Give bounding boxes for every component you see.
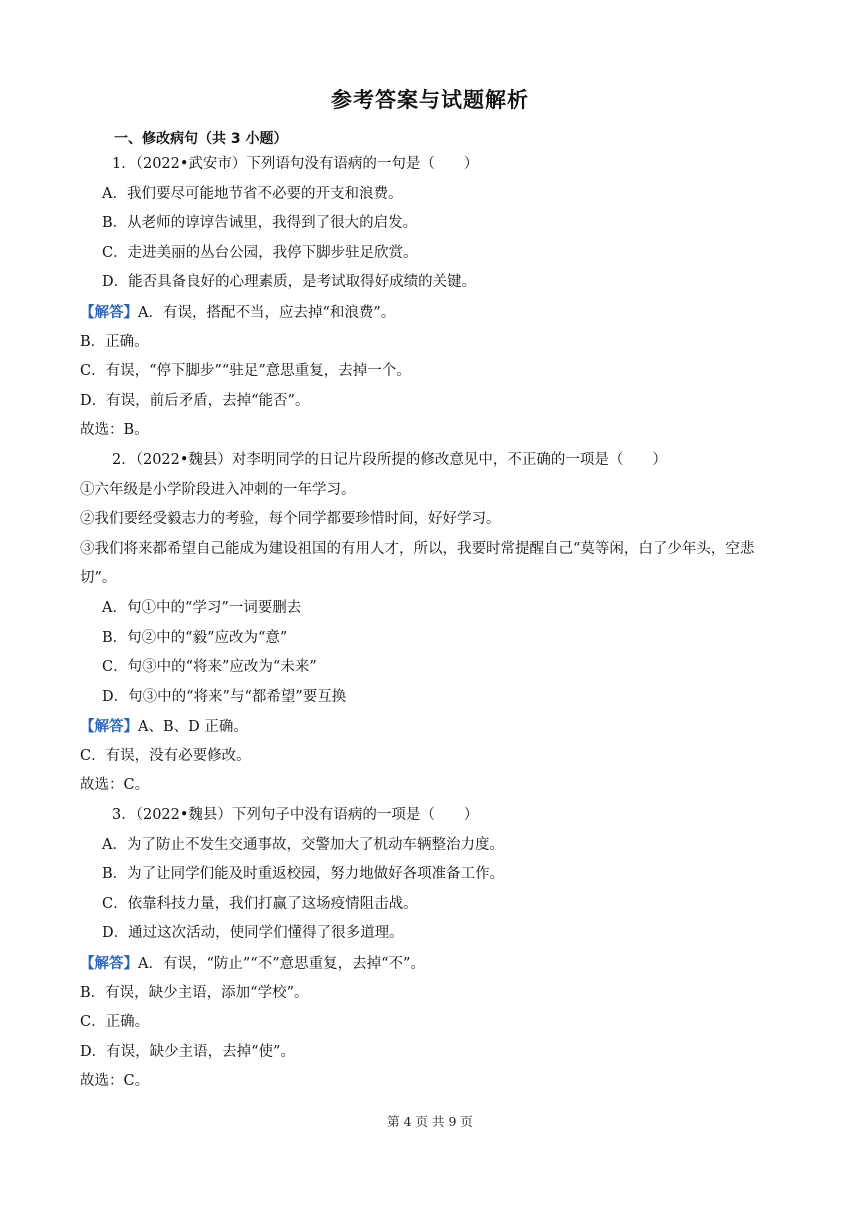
option-a: A．句①中的“学习”一词要删去 (102, 599, 302, 616)
option-d: D．通过这次活动，使同学们懂得了很多道理。 (102, 925, 404, 942)
answer-line (80, 712, 780, 742)
question-3 (80, 801, 780, 1097)
section-heading: 一、修改病句（共 3 小题） (114, 131, 288, 147)
option-d: D．能否具备良好的心理素质，是考试取得好成绩的关键。 (102, 274, 477, 291)
answer-detail: D．有误，缺少主语，去掉“使”。 (80, 1043, 295, 1060)
option-a: A．为了防止不发生交通事故，交警加大了机动车辆整治力度。 (102, 836, 504, 853)
answer-detail: B．有误，缺少主语，添加“学校”。 (80, 984, 309, 1001)
question-1 (80, 150, 780, 446)
answer-detail: C．正确。 (80, 1014, 150, 1031)
question-stem: 1．（2022•武安市）下列语句没有语病的一句是（ ） (112, 156, 479, 172)
option-a: A．我们要尽可能地节省不必要的开支和浪费。 (102, 185, 403, 202)
answer-line (80, 298, 780, 328)
question-stem: 3．（2022•魏县）下列句子中没有语病的一项是（ ） (112, 807, 479, 824)
answer-tag: 【解答】 (80, 303, 138, 321)
page-footer: 第 4 页 共 9 页 (387, 1114, 473, 1129)
answer-detail: B．正确。 (80, 333, 149, 350)
answer-detail: C．有误，“停下脚步”“驻足”意思重复，去掉一个。 (80, 363, 411, 380)
answer-text: A．有误，“防止”“不”意思重复，去掉“不”。 (138, 956, 425, 973)
passage-sentence: ②我们要经受毅志力的考验，每个同学都要珍惜时间，好好学习。 (80, 511, 501, 528)
answer-detail: D．有误，前后矛盾，去掉“能否”。 (80, 392, 310, 409)
option-c: C．句③中的“将来”应改为“未来” (102, 659, 317, 676)
answer-choice: 故选：C。 (80, 777, 150, 794)
answer-tag: 【解答】 (80, 955, 138, 973)
page-title: 参考答案与试题解析 (331, 88, 529, 112)
answer-choice: 故选：B。 (80, 422, 149, 439)
passage-sentence: ③我们将来都希望自己能成为建设祖国的有用人才，所以，我要时常提醒自己“莫等闲，白了少年头，空悲切”。 (80, 540, 755, 587)
option-b: B．为了让同学们能及时重返校园，努力地做好各项准备工作。 (102, 866, 505, 883)
document-body (80, 150, 780, 1097)
option-b: B．句②中的“毅”应改为“意” (102, 629, 288, 646)
option-c: C．依靠科技力量，我们打赢了这场疫情阻击战。 (102, 895, 418, 912)
answer-choice: 故选：C。 (80, 1073, 150, 1090)
question-stem: 2．（2022•魏县）对李明同学的日记片段所提的修改意见中，不正确的一项是（ ） (112, 451, 667, 468)
answer-line (80, 949, 780, 979)
answer-tag: 【解答】 (80, 718, 138, 736)
option-d: D．句③中的“将来”与“都希望”要互换 (102, 688, 347, 705)
option-b: B．从老师的谆谆告诫里，我得到了很大的启发。 (102, 215, 418, 232)
answer-text: A、B、D 正确。 (138, 719, 248, 736)
answer-detail: C．有误，没有必要修改。 (80, 747, 251, 764)
answer-text: A．有误，搭配不当，应去掉“和浪费”。 (138, 304, 396, 321)
question-2 (80, 446, 780, 801)
option-c: C．走进美丽的丛台公园，我停下脚步驻足欣赏。 (102, 244, 418, 261)
passage-sentence: ①六年级是小学阶段进入冲刺的一年学习。 (80, 481, 356, 498)
